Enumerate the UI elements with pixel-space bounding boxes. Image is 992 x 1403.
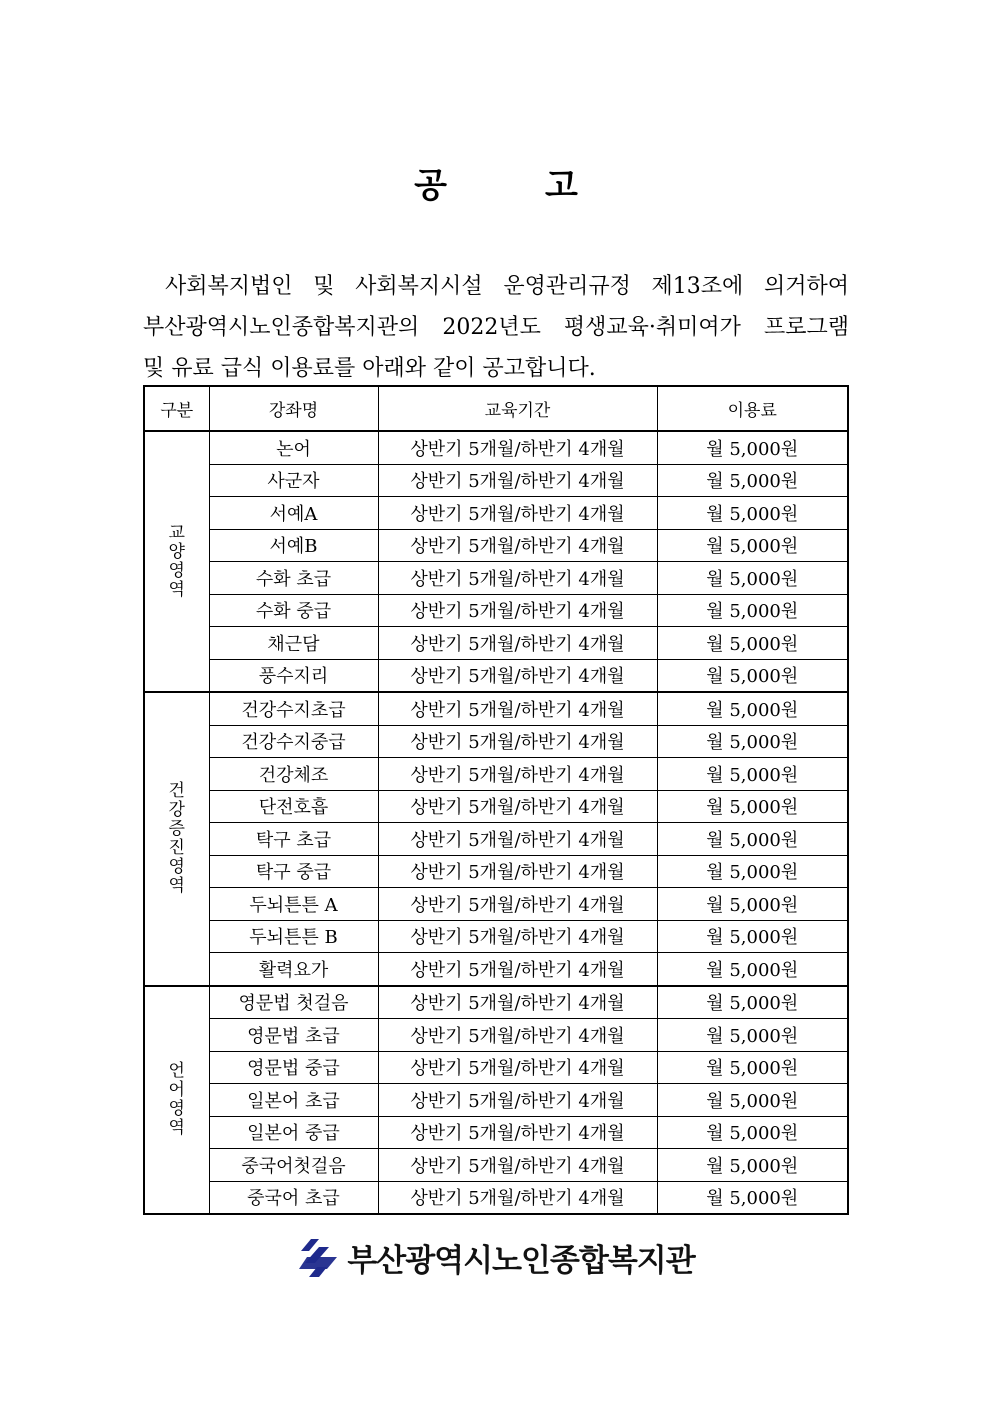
org-logo (297, 1235, 694, 1280)
fee-cell: 월 5,000원 (657, 1181, 848, 1214)
course-name-cell: 영문법 첫걸음 (209, 986, 378, 1019)
header-course: 강좌명 (209, 386, 378, 431)
course-name-cell: 탁구 중급 (209, 855, 378, 888)
fee-cell: 월 5,000원 (657, 431, 848, 464)
intro-line-3: 및 유료 급식 이용료를 아래와 같이 공고합니다. (143, 356, 596, 381)
period-cell: 상반기 5개월/하반기 4개월 (378, 953, 657, 986)
table-row (144, 497, 848, 530)
table-row (144, 953, 848, 986)
footer (0, 1235, 992, 1283)
period-cell: 상반기 5개월/하반기 4개월 (378, 594, 657, 627)
fee-cell: 월 5,000원 (657, 497, 848, 530)
category-label: 교양영역 (168, 522, 185, 600)
course-name-cell: 두뇌튼튼 A (209, 888, 378, 921)
fee-cell: 월 5,000원 (657, 823, 848, 856)
period-cell: 상반기 5개월/하반기 4개월 (378, 1149, 657, 1182)
category-cell (144, 431, 209, 692)
fee-cell: 월 5,000원 (657, 1051, 848, 1084)
org-name: 부산광역시노인종합복지관 (347, 1243, 695, 1279)
table-row (144, 1019, 848, 1052)
period-cell: 상반기 5개월/하반기 4개월 (378, 627, 657, 660)
fee-cell: 월 5,000원 (657, 562, 848, 595)
course-name-cell: 서예A (209, 497, 378, 530)
intro-line-1: 사회복지법인 및 사회복지시설 운영관리규정 제13조에 의거하여 (165, 274, 849, 299)
page-title (0, 158, 992, 207)
fee-cell: 월 5,000원 (657, 1019, 848, 1052)
table-row (144, 1149, 848, 1182)
table-row (144, 627, 848, 660)
course-name-cell: 서예B (209, 529, 378, 562)
fee-cell: 월 5,000원 (657, 790, 848, 823)
table-row (144, 888, 848, 921)
table-row (144, 1051, 848, 1084)
table-row (144, 1116, 848, 1149)
table-row (144, 594, 848, 627)
fee-cell: 월 5,000원 (657, 920, 848, 953)
course-name-cell: 채근담 (209, 627, 378, 660)
course-name-cell: 건강수지초급 (209, 692, 378, 725)
table-row (144, 1181, 848, 1214)
course-name-cell: 중국어 초급 (209, 1181, 378, 1214)
table-header-row (144, 386, 848, 431)
table-row (144, 855, 848, 888)
fee-cell: 월 5,000원 (657, 725, 848, 758)
period-cell: 상반기 5개월/하반기 4개월 (378, 1116, 657, 1149)
header-category: 구분 (144, 386, 209, 431)
header-period: 교육기간 (378, 386, 657, 431)
table-body (144, 431, 848, 1214)
period-cell: 상반기 5개월/하반기 4개월 (378, 1084, 657, 1117)
welfare-center-logo-icon (297, 1237, 339, 1279)
fee-cell: 월 5,000원 (657, 692, 848, 725)
period-cell: 상반기 5개월/하반기 4개월 (378, 790, 657, 823)
title-char-2: 고 (545, 166, 578, 206)
fee-cell: 월 5,000원 (657, 986, 848, 1019)
fee-table (143, 385, 849, 1215)
fee-cell: 월 5,000원 (657, 627, 848, 660)
period-cell: 상반기 5개월/하반기 4개월 (378, 692, 657, 725)
fee-cell: 월 5,000원 (657, 529, 848, 562)
course-name-cell: 수화 중급 (209, 594, 378, 627)
fee-cell: 월 5,000원 (657, 758, 848, 791)
course-name-cell: 논어 (209, 431, 378, 464)
fee-cell: 월 5,000원 (657, 659, 848, 692)
category-label: 건강증진영역 (168, 780, 185, 896)
fee-cell: 월 5,000원 (657, 464, 848, 497)
table-row (144, 692, 848, 725)
fee-cell: 월 5,000원 (657, 888, 848, 921)
fee-cell: 월 5,000원 (657, 1149, 848, 1182)
table-row (144, 562, 848, 595)
course-name-cell: 단전호흡 (209, 790, 378, 823)
course-name-cell: 수화 초급 (209, 562, 378, 595)
fee-cell: 월 5,000원 (657, 953, 848, 986)
course-name-cell: 탁구 초급 (209, 823, 378, 856)
title-char-1: 공 (414, 166, 447, 206)
period-cell: 상반기 5개월/하반기 4개월 (378, 1019, 657, 1052)
table-row (144, 431, 848, 464)
course-name-cell: 활력요가 (209, 953, 378, 986)
period-cell: 상반기 5개월/하반기 4개월 (378, 920, 657, 953)
course-name-cell: 두뇌튼튼 B (209, 920, 378, 953)
category-cell (144, 986, 209, 1215)
fee-cell: 월 5,000원 (657, 1084, 848, 1117)
period-cell: 상반기 5개월/하반기 4개월 (378, 497, 657, 530)
period-cell: 상반기 5개월/하반기 4개월 (378, 823, 657, 856)
course-name-cell: 일본어 중급 (209, 1116, 378, 1149)
period-cell: 상반기 5개월/하반기 4개월 (378, 431, 657, 464)
course-name-cell: 중국어첫걸음 (209, 1149, 378, 1182)
table-row (144, 464, 848, 497)
course-name-cell: 풍수지리 (209, 659, 378, 692)
table-row (144, 659, 848, 692)
period-cell: 상반기 5개월/하반기 4개월 (378, 986, 657, 1019)
course-name-cell: 영문법 초급 (209, 1019, 378, 1052)
fee-cell: 월 5,000원 (657, 594, 848, 627)
period-cell: 상반기 5개월/하반기 4개월 (378, 464, 657, 497)
header-fee: 이용료 (657, 386, 848, 431)
fee-cell: 월 5,000원 (657, 855, 848, 888)
table-row (144, 725, 848, 758)
intro-paragraph (143, 266, 849, 389)
period-cell: 상반기 5개월/하반기 4개월 (378, 888, 657, 921)
period-cell: 상반기 5개월/하반기 4개월 (378, 1051, 657, 1084)
period-cell: 상반기 5개월/하반기 4개월 (378, 1181, 657, 1214)
period-cell: 상반기 5개월/하반기 4개월 (378, 529, 657, 562)
period-cell: 상반기 5개월/하반기 4개월 (378, 725, 657, 758)
period-cell: 상반기 5개월/하반기 4개월 (378, 855, 657, 888)
course-name-cell: 건강체조 (209, 758, 378, 791)
category-cell (144, 692, 209, 986)
course-name-cell: 영문법 중급 (209, 1051, 378, 1084)
fee-cell: 월 5,000원 (657, 1116, 848, 1149)
table-row (144, 986, 848, 1019)
table-row (144, 920, 848, 953)
period-cell: 상반기 5개월/하반기 4개월 (378, 562, 657, 595)
period-cell: 상반기 5개월/하반기 4개월 (378, 659, 657, 692)
course-name-cell: 일본어 초급 (209, 1084, 378, 1117)
table-row (144, 1084, 848, 1117)
table-row (144, 790, 848, 823)
category-label: 언어영역 (168, 1060, 185, 1138)
course-name-cell: 건강수지중급 (209, 725, 378, 758)
table-row (144, 823, 848, 856)
table-row (144, 529, 848, 562)
table-row (144, 758, 848, 791)
period-cell: 상반기 5개월/하반기 4개월 (378, 758, 657, 791)
course-name-cell: 사군자 (209, 464, 378, 497)
intro-line-2: 부산광역시노인종합복지관의 2022년도 평생교육·취미여가 프로그램 (143, 315, 849, 340)
